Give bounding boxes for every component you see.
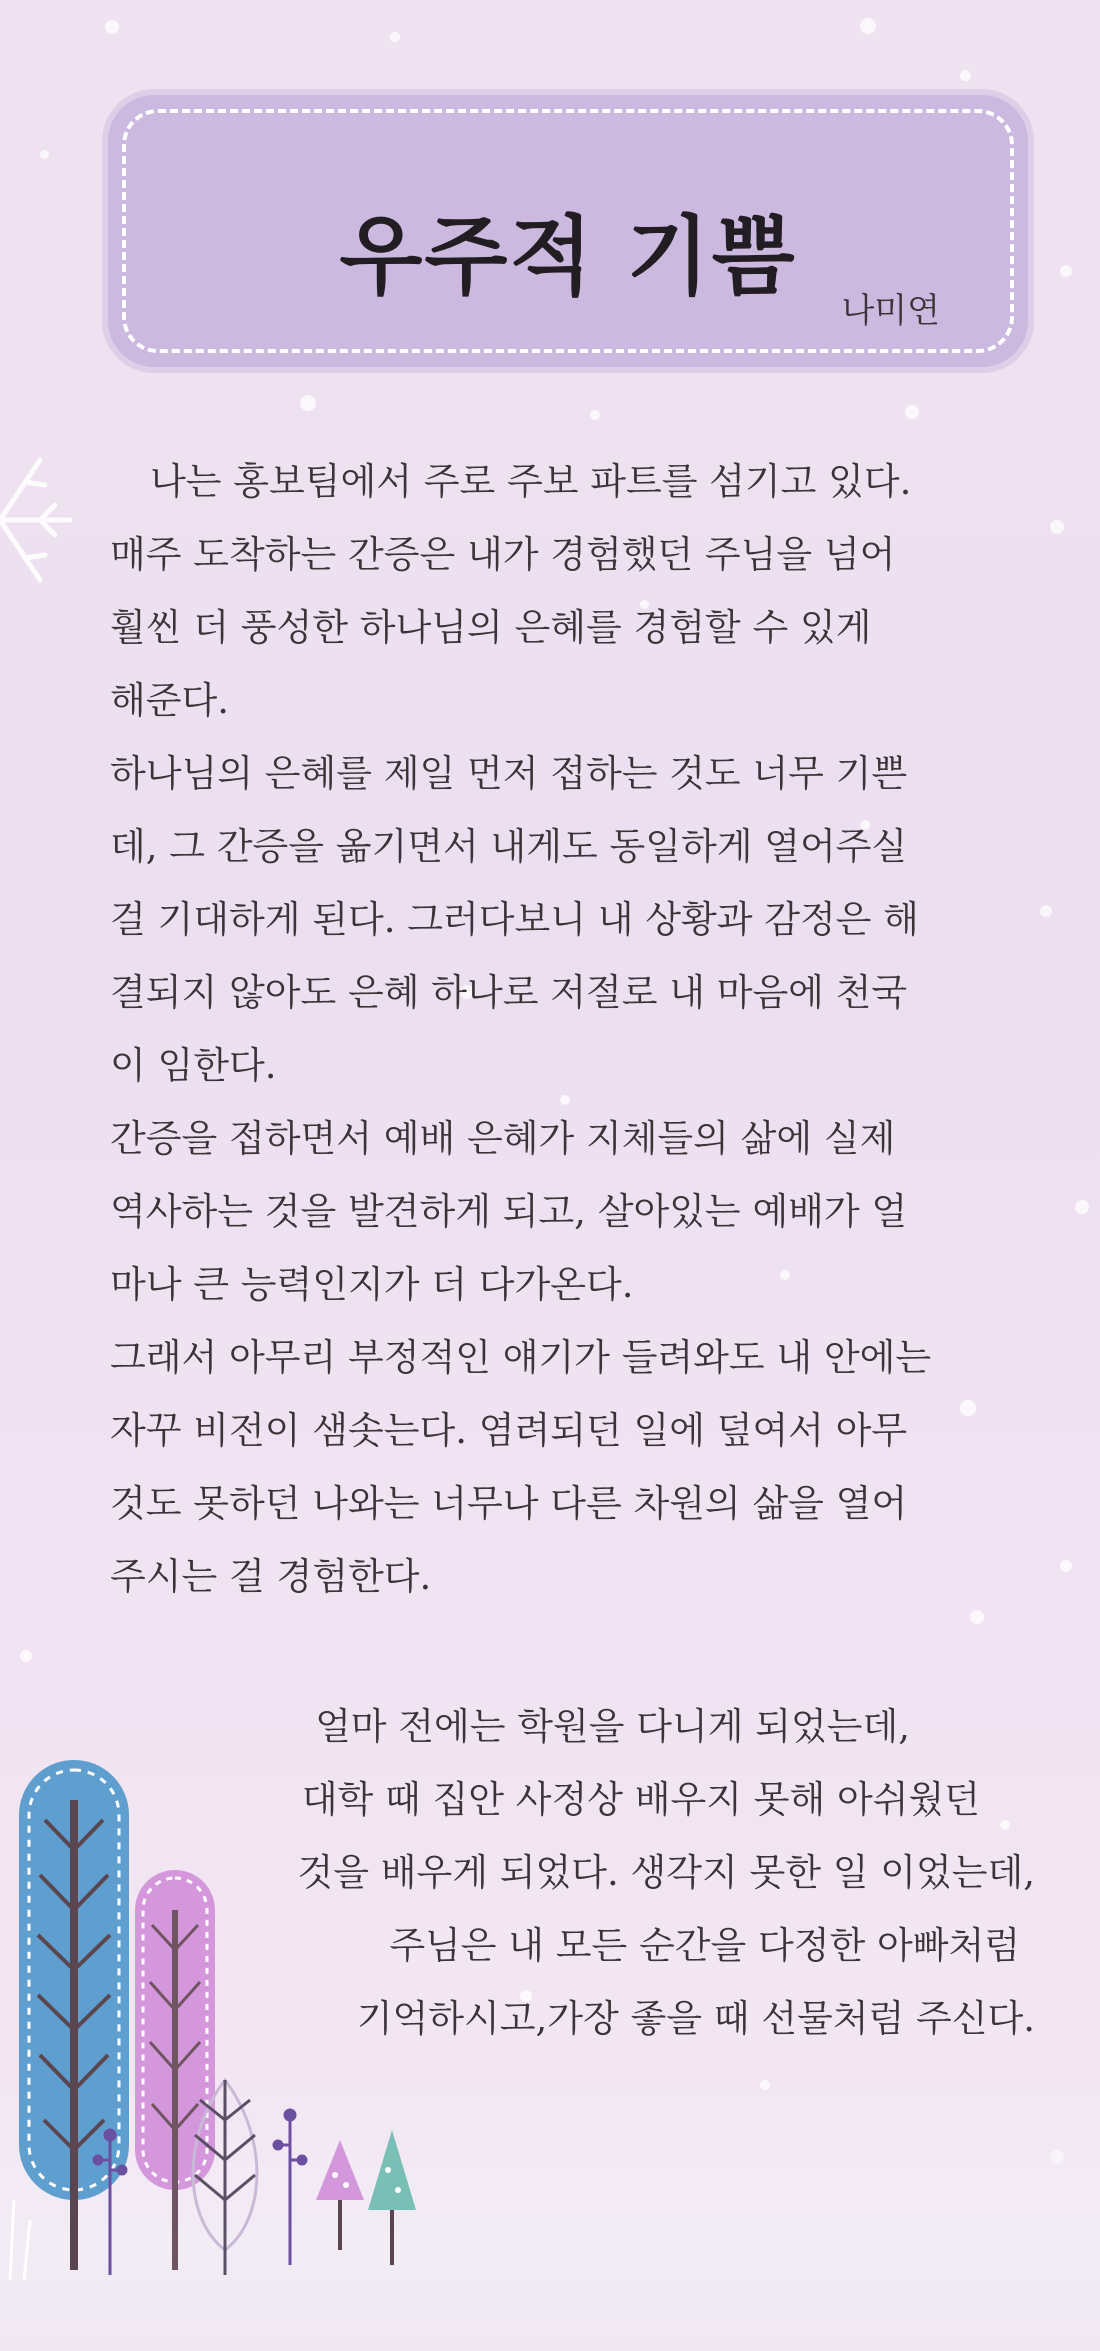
pink-tree bbox=[135, 1870, 215, 2270]
body-line: 훨씬 더 풍성한 하나님의 은혜를 경험할 수 있게 bbox=[110, 606, 872, 649]
blue-tree bbox=[19, 1760, 129, 2270]
body-line: 이 임한다. bbox=[110, 1044, 277, 1087]
body-line: 그래서 아무리 부정적인 얘기가 들려와도 내 안에는 bbox=[110, 1336, 932, 1379]
body-line: 마나 큰 능력인지가 더 다가온다. bbox=[110, 1263, 634, 1306]
closing-line: 대학 때 집안 사정상 배우지 못해 아쉬웠던 bbox=[301, 1778, 980, 1821]
body-line: 역사하는 것을 발견하게 되고, 살아있는 예배가 얼 bbox=[110, 1190, 908, 1233]
closing-line: 것을 배우게 되었다. 생각지 못한 일 이었는데, bbox=[297, 1851, 1035, 1894]
snowflake-icon bbox=[0, 430, 80, 610]
small-trees bbox=[316, 2130, 416, 2265]
body-line: 나는 홍보팀에서 주로 주보 파트를 섬기고 있다. bbox=[150, 460, 912, 503]
body-line: 하나님의 은혜를 제일 먼저 접하는 것도 너무 기쁜 bbox=[110, 752, 908, 795]
title-banner bbox=[108, 95, 1028, 367]
body-line: 주시는 걸 경험한다. bbox=[110, 1555, 432, 1598]
closing-line: 기억하시고,가장 좋을 때 선물처럼 주신다. bbox=[356, 1997, 1035, 2040]
page-title: 우주적 기쁨 bbox=[339, 207, 797, 307]
body-line: 자꾸 비전이 샘솟는다. 염려되던 일에 덮여서 아무 bbox=[110, 1409, 908, 1452]
grass bbox=[10, 2200, 30, 2280]
tree-illustration bbox=[0, 1720, 440, 2280]
body-line: 걸 기대하게 된다. 그러다보니 내 상황과 감정은 해 bbox=[110, 898, 919, 941]
closing-line: 얼마 전에는 학원을 다니게 되었는데, bbox=[315, 1705, 910, 1748]
body-line: 결되지 않아도 은혜 하나로 저절로 내 마음에 천국 bbox=[110, 971, 908, 1014]
body-line: 것도 못하던 나와는 너무나 다른 차원의 삶을 열어 bbox=[110, 1482, 908, 1525]
body-line: 간증을 접하면서 예배 은혜가 지체들의 삶에 실제 bbox=[110, 1117, 896, 1160]
body-line: 해준다. bbox=[110, 679, 229, 722]
closing-line: 주님은 내 모든 순간을 다정한 아빠처럼 bbox=[389, 1924, 1020, 1967]
body-line: 매주 도착하는 간증은 내가 경험했던 주님을 넘어 bbox=[110, 533, 896, 576]
article-body bbox=[110, 445, 1035, 1613]
author-name: 나미연 bbox=[841, 291, 940, 331]
body-line: 데, 그 간증을 옮기면서 내게도 동일하게 열어주실 bbox=[110, 825, 908, 868]
